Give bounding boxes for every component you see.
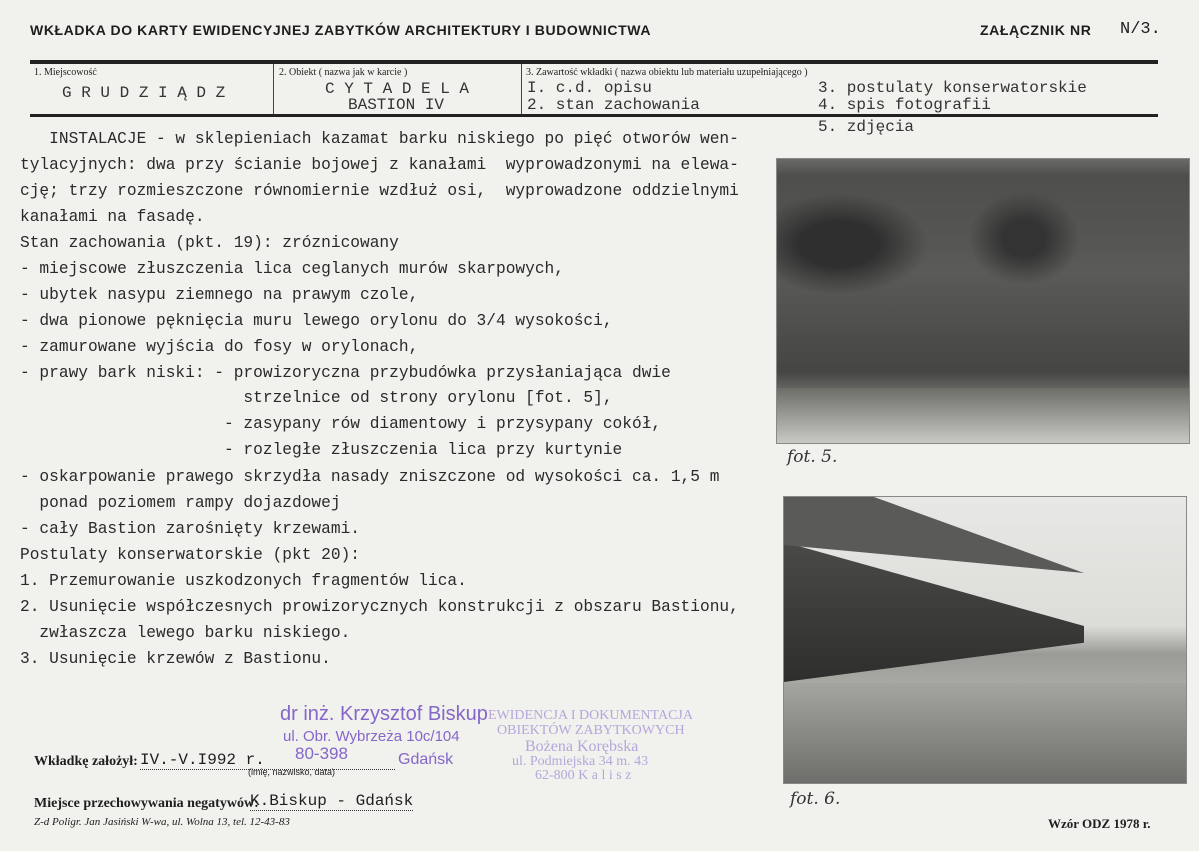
object-label: 2. Obiekt ( nazwa jak w karcie ) <box>279 67 408 78</box>
annex-label: ZAŁĄCZNIK NR <box>980 22 1092 38</box>
contents-item: 5. zdjęcia <box>818 118 915 136</box>
locality-value: G R U D Z I Ą D Z <box>62 84 226 102</box>
photo-bastion-rampart <box>783 496 1187 784</box>
text-line: - zasypany rów diamentowy i przysypany cokół, <box>20 415 662 433</box>
created-by-value: IV.-V.I992 r. <box>140 751 395 770</box>
photo-brick-wall <box>776 158 1190 444</box>
author-stamp-address: ul. Obr. Wybrzeża 10c/104 <box>283 728 460 745</box>
locality-label: 1. Miejscowość <box>34 67 97 78</box>
object-subvalue: BASTION IV <box>348 96 445 114</box>
contents-item: 3. postulaty konserwatorskie <box>818 79 1087 97</box>
contents-item: 4. spis fotografii <box>818 96 991 114</box>
author-stamp-postcode: 80-398 <box>295 744 348 763</box>
author-stamp-name: dr inż. Krzysztof Biskup <box>280 703 488 725</box>
text-line: - miejscowe złuszczenia lica ceglanych murów skarpowych, <box>20 260 564 278</box>
object-value: C Y T A D E L A <box>325 80 470 98</box>
photo-caption: fot. 5. <box>787 447 838 467</box>
text-line: zwłaszcza lewego barku niskiego. <box>20 624 351 642</box>
text-line: - oskarpowanie prawego skrzydła nasady zniszczone od wysokości ca. 1,5 m <box>20 468 720 486</box>
author-stamp-city: Gdańsk <box>398 751 454 768</box>
office-stamp-line: 62-800 K a l i s z <box>535 768 632 783</box>
text-line: Postulaty konserwatorskie (pkt 20): <box>20 546 360 564</box>
table-bottom-rule <box>30 114 1158 117</box>
table-top-rule <box>30 60 1158 64</box>
printer-info: Z-d Poligr. Jan Jasiński W-wa, ul. Wolna 13, tel. 12-43-83 <box>34 816 290 828</box>
text-line: cję; trzy rozmieszczone równomiernie wzdłuż osi, wyprowadzone oddzielnymi <box>20 182 739 200</box>
contents-label: 3. Zawartość wkładki ( nazwa obiektu lub materiału uzupełniającego ) <box>526 67 808 78</box>
text-line: strzelnice od strony orylonu [fot. 5], <box>20 389 613 407</box>
text-line: tylacyjnych: dwa przy ścianie bojowej z kanałami wyprowadzonymi na elewa- <box>20 156 739 174</box>
document-title: WKŁADKA DO KARTY EWIDENCYJNEJ ZABYTKÓW ARCHITEKTURY I BUDOWNICTWA <box>30 22 652 38</box>
text-line: - ubytek nasypu ziemnego na prawym czole, <box>20 286 419 304</box>
column-divider <box>521 64 522 114</box>
created-by-label: Wkładkę założył: <box>34 754 138 769</box>
column-divider <box>273 64 274 114</box>
text-line: kanałami na fasadę. <box>20 208 205 226</box>
office-stamp-line: EWIDENCJA I DOKUMENTACJA <box>488 708 693 723</box>
negatives-value: K.Biskup - Gdańsk <box>250 792 414 810</box>
text-line: - prawy bark niski: - prowizoryczna przybudówka przysłaniająca dwie <box>20 364 671 382</box>
text-line: - rozległe złuszczenia lica przy kurtynie <box>20 441 623 459</box>
office-stamp-line: ul. Podmiejska 34 m. 43 <box>512 754 649 769</box>
text-line: - cały Bastion zarośnięty krzewami. <box>20 520 360 538</box>
office-stamp-line: Bożena Korębska <box>525 738 639 755</box>
text-line: - zamurowane wyjścia do fosy w orylonach, <box>20 338 419 356</box>
negatives-label: Miejsce przechowywania negatywów: <box>34 796 259 811</box>
text-line: 1. Przemurowanie uszkodzonych fragmentów lica. <box>20 572 467 590</box>
text-line: Stan zachowania (pkt. 19): zróznicowany <box>20 234 399 252</box>
photo-caption: fot. 6. <box>790 789 841 809</box>
contents-item: 2. stan zachowania <box>527 96 700 114</box>
annex-number: N/3. <box>1120 20 1161 39</box>
office-stamp-line: OBIEKTÓW ZABYTKOWYCH <box>497 723 685 738</box>
text-line: ponad poziomem rampy dojazdowej <box>20 494 341 512</box>
contents-item: I. c.d. opisu <box>527 79 652 97</box>
created-by-hint: (imię, nazwisko, data) <box>248 767 336 777</box>
text-line: 3. Usunięcie krzewów z Bastionu. <box>20 650 331 668</box>
text-line: INSTALACJE - w sklepieniach kazamat barku niskiego po pięć otworów wen- <box>20 130 739 148</box>
text-line: 2. Usunięcie współczesnych prowizorycznych konstrukcji z obszaru Bastionu, <box>20 598 739 616</box>
text-line: - dwa pionowe pęknięcia muru lewego orylonu do 3/4 wysokości, <box>20 312 613 330</box>
form-version: Wzór ODZ 1978 r. <box>1048 816 1151 831</box>
